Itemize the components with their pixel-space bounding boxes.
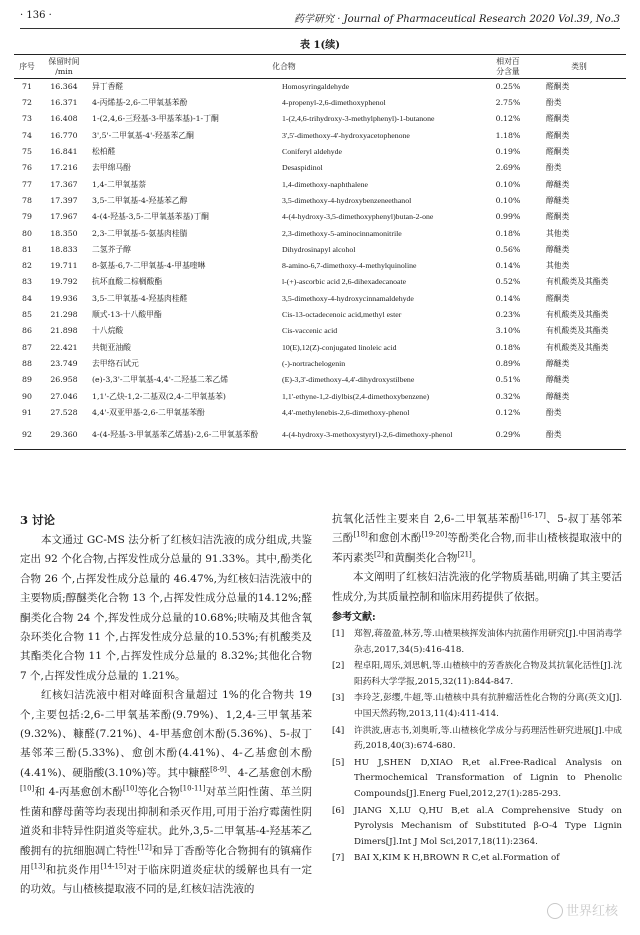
row-compound-en: 10(E),12(Z)-conjugated linoleic acid bbox=[282, 342, 397, 352]
table-row bbox=[14, 258, 626, 274]
table-row bbox=[14, 111, 626, 127]
row-pct: 0.25% bbox=[495, 82, 521, 92]
row-no: 72 bbox=[22, 98, 32, 108]
row-no: 82 bbox=[22, 261, 32, 271]
row-no: 74 bbox=[22, 130, 32, 140]
reference-number: [6] bbox=[332, 805, 345, 816]
row-no: 91 bbox=[22, 407, 32, 417]
row-compound-en: Cis-13-octadecenoic acid,methyl ester bbox=[282, 310, 402, 320]
row-no: 77 bbox=[22, 179, 32, 189]
reference-number: [4] bbox=[332, 725, 345, 736]
row-category: 醇醚类 bbox=[546, 244, 570, 254]
header-no: 序号 bbox=[19, 61, 35, 71]
row-category: 醛酮类 bbox=[546, 212, 570, 222]
reference-text: HU J,SHEN D,XIAO R,et al.Free-Radical Analysis on Thermochemical Transformation of Lignin to Phenolic Compounds[J].Energ Fuel,2012,27(1):285-293. bbox=[354, 757, 622, 799]
row-pct: 0.14% bbox=[495, 293, 521, 303]
row-compound-cn: 4,4'-双亚甲基-2,6-二甲氧基苯酚 bbox=[92, 407, 205, 417]
row-pct: 0.18% bbox=[495, 342, 521, 352]
row-compound-cn: 去甲络石试元 bbox=[92, 358, 139, 368]
row-time: 17.216 bbox=[50, 163, 78, 173]
citation: [18] bbox=[353, 530, 368, 539]
reference-text: 郑智,蒋盈盈,林芳,等.山楂果核挥发油体内抗菌作用研究[J].中国消毒学杂志,2017,34(5):416-418. bbox=[354, 629, 622, 655]
reference-number: [3] bbox=[332, 693, 345, 704]
row-compound-cn: 4-(4-羟基-3,5-二甲氧基苯基)丁酮 bbox=[92, 212, 209, 222]
table-row bbox=[14, 127, 626, 143]
journal-title: 药学研究 · Journal of Pharmaceutical Research 2020 Vol.39, No.3 bbox=[294, 14, 620, 25]
row-compound-en: 4-(4-hydroxy-3-methoxystyryl)-2,6-dimethoxy-phenol bbox=[282, 430, 453, 440]
row-compound-en: 1,1'-ethyne-1,2-diylbis(2,4-dimethoxybenzene) bbox=[282, 391, 430, 401]
row-time: 17.397 bbox=[50, 195, 78, 205]
row-time: 16.770 bbox=[50, 130, 78, 140]
row-category: 醛酮类 bbox=[546, 293, 570, 303]
text-segment: 和愈创木酚 bbox=[367, 532, 422, 545]
row-category: 醇醚类 bbox=[546, 375, 570, 385]
reference-number: [2] bbox=[332, 661, 345, 672]
citation: [16-17] bbox=[520, 511, 546, 520]
row-time: 16.364 bbox=[50, 82, 78, 92]
reference-text: 程卓阳,周乐,刘思帆,等.山楂核中的芳香族化合物及其抗氧化活性[J].沈阳药科大学学报,2015,32(11):844-847. bbox=[354, 661, 622, 687]
row-compound-cn: 共轭亚油酸 bbox=[92, 342, 131, 352]
row-pct: 0.23% bbox=[495, 310, 521, 320]
citation: [10] bbox=[20, 784, 35, 793]
row-category: 酚类 bbox=[546, 407, 562, 417]
reference-number: [7] bbox=[332, 853, 345, 864]
table-caption: 表 1(续) bbox=[300, 40, 340, 51]
row-compound-en: Dihydrosinapyl alcohol bbox=[282, 244, 356, 254]
row-compound-cn: 1-(2,4,6-三羟基-3-甲基苯基)-1-丁酮 bbox=[92, 114, 219, 124]
text-segment: 和 4-丙基愈创木酚 bbox=[34, 786, 123, 799]
text-segment: 等化合物 bbox=[137, 786, 180, 799]
row-no: 90 bbox=[22, 391, 32, 401]
row-pct: 2.75% bbox=[495, 98, 521, 108]
left-column bbox=[20, 510, 312, 900]
row-compound-en: 1,4-dimethoxy-naphthalene bbox=[282, 179, 368, 189]
row-category: 其他类 bbox=[546, 261, 570, 271]
watermark-text: 世界红核 bbox=[565, 903, 618, 919]
text-segment: 和黄酮类化合物 bbox=[383, 551, 458, 564]
row-pct: 0.56% bbox=[495, 244, 521, 254]
row-category: 醇醚类 bbox=[546, 195, 570, 205]
table-row bbox=[14, 421, 626, 450]
row-compound-cn: 松柏醛 bbox=[92, 147, 116, 157]
row-pct: 1.18% bbox=[495, 130, 521, 140]
discussion-paragraph-4: 本文阐明了红核妇洁洗液的化学物质基础,明确了其主要活性成分,为其质量控制和临床用药提供了依据。 bbox=[332, 571, 622, 603]
section-title: 3 讨论 bbox=[20, 513, 56, 527]
row-time: 19.711 bbox=[50, 261, 78, 271]
row-no: 78 bbox=[22, 195, 32, 205]
text-segment: 抗氧化活性主要来自 2,6-二甲氧基苯酚 bbox=[332, 513, 521, 525]
header-time-line2: /min bbox=[55, 66, 73, 76]
row-time: 27.528 bbox=[50, 407, 78, 417]
row-no: 81 bbox=[22, 244, 32, 254]
row-compound-en: (E)-3,3'-dimethoxy-4,4'-dihydroxystilbene bbox=[282, 375, 415, 385]
table-row bbox=[14, 323, 626, 339]
row-compound-en: Cis-vaccenic acid bbox=[282, 326, 338, 336]
row-no: 88 bbox=[22, 358, 32, 368]
reference-text: 李玲芝,彭缨,牛超,等.山楂核中具有抗肿瘤活性化合物的分离(英文)[J].中国天然药物,2013,11(4):411-414. bbox=[354, 693, 622, 719]
row-category: 醛酮类 bbox=[546, 114, 570, 124]
row-category: 醛酮类 bbox=[546, 130, 570, 140]
row-no: 92 bbox=[22, 430, 32, 440]
row-pct: 0.19% bbox=[495, 147, 521, 157]
row-compound-cn: 3',5'-二甲氧基-4'-羟基苯乙酮 bbox=[92, 130, 194, 140]
table-row bbox=[14, 290, 626, 306]
row-no: 76 bbox=[22, 163, 32, 173]
row-time: 27.046 bbox=[50, 391, 78, 401]
row-pct: 3.10% bbox=[495, 326, 521, 336]
table-row bbox=[14, 144, 626, 160]
header-category: 类别 bbox=[571, 61, 587, 71]
table-row bbox=[14, 79, 626, 95]
discussion-paragraph-1: 本文通过 GC-MS 法分析了红核妇洁洗液的成分组成,共鉴定出 92 个化合物,占挥发性成分总量的 91.33%。其中,酚类化合物 26 个,占挥发性成分总量的 46.47%,为红核妇洁洗液中的主要物质;醇醚类化合物 13 个,占挥发性成分总量的14.12%;醛酮类化合物 24 个,挥发性成分总量的10.68%;呋喃及其他含氧杂环类化合物 11 个,占挥发性成分总量的10.53%;有机酸类及其酯类化合物 11 个,占挥发性成分总量的 8.32%;其他化合物 7 个,占挥发性成分总量的 1.21%。 bbox=[20, 534, 312, 682]
citation: [12] bbox=[137, 843, 152, 851]
table-header-row bbox=[14, 55, 626, 79]
discussion-paragraph-2 bbox=[20, 686, 312, 899]
citation: [21] bbox=[457, 550, 472, 559]
citation: [8-9] bbox=[210, 765, 227, 774]
reference-item bbox=[332, 851, 622, 867]
table-row bbox=[14, 176, 626, 192]
row-compound-cn: (e)-3,3'-二甲氧基-4,4'-二羟基二苯乙烯 bbox=[92, 375, 229, 385]
citation: [19-20] bbox=[421, 530, 448, 539]
row-no: 86 bbox=[22, 326, 32, 336]
header-compound: 化合物 bbox=[272, 61, 296, 71]
row-compound-cn: 抗坏血酸二棕榈酸酯 bbox=[92, 277, 163, 287]
row-time: 21.898 bbox=[50, 326, 78, 336]
row-no: 71 bbox=[22, 82, 32, 92]
citation: [10-11] bbox=[179, 784, 206, 793]
text-segment: 等酚类化合物,而非山楂核提取液中的苯丙素类 bbox=[332, 532, 623, 564]
reference-text: 许洪波,唐志书,刘奥昕,等.山楂核化学成分与药理活性研究进展[J].中成药,2018,40(3):674-680. bbox=[354, 725, 622, 752]
row-compound-en: 4-(4-hydroxy-3,5-dimethoxyphenyl)butan-2-one bbox=[282, 212, 434, 222]
row-no: 75 bbox=[22, 147, 32, 157]
reference-item bbox=[332, 691, 622, 722]
page-number: · 136 · bbox=[20, 10, 52, 21]
row-compound-cn: 4-(4-羟基-3-甲氧基苯乙烯基)-2,6-二甲氧基苯酚 bbox=[92, 430, 259, 440]
table-row bbox=[14, 339, 626, 355]
table-row bbox=[14, 193, 626, 209]
row-compound-en: 4,4'-methylenebis-2,6-dimethoxy-phenol bbox=[282, 407, 410, 417]
row-compound-cn: 1,4-二甲氧基萘 bbox=[92, 179, 147, 189]
table-row bbox=[14, 241, 626, 257]
row-compound-en: 8-amino-6,7-dimethoxy-4-methylquinoline bbox=[282, 261, 417, 271]
row-compound-en: 3',5'-dimethoxy-4'-hydroxyacetophenone bbox=[282, 130, 410, 140]
row-compound-en: 1-(2,4,6-trihydroxy-3-methylphenyl)-1-butanone bbox=[282, 114, 435, 124]
row-pct: 0.51% bbox=[495, 375, 521, 385]
reference-item bbox=[332, 659, 622, 690]
row-compound-en: l-(+)-ascorbic acid 2,6-dihexadecanoate bbox=[282, 277, 407, 287]
row-pct: 0.14% bbox=[495, 261, 521, 271]
row-compound-en: 2,3-dimethoxy-5-aminocinnamonitrile bbox=[282, 228, 402, 238]
row-category: 醇醚类 bbox=[546, 391, 570, 401]
row-no: 73 bbox=[22, 114, 32, 124]
table-row bbox=[14, 388, 626, 404]
header-pct bbox=[484, 55, 532, 79]
text-segment: 、4-乙基愈创木酚 bbox=[226, 766, 312, 779]
text-segment: 。 bbox=[471, 551, 483, 564]
row-compound-cn: 1,1'-乙炔-1,2-二基双(2,4-二甲氧基苯) bbox=[92, 391, 226, 401]
row-time: 21.298 bbox=[50, 310, 78, 320]
row-no: 84 bbox=[22, 293, 32, 303]
row-compound-en: Homosyringaldehyde bbox=[282, 82, 350, 92]
text-segment: 对于临床阴道炎症状的缓解也具有一定的功效。与山楂核提取液不同的是,红核妇洁洗液的 bbox=[20, 863, 313, 896]
row-time: 17.967 bbox=[50, 212, 78, 222]
row-time: 18.833 bbox=[50, 244, 78, 254]
row-pct: 0.89% bbox=[495, 358, 521, 368]
row-time: 29.360 bbox=[50, 430, 78, 440]
row-compound-cn: 8-氨基-6,7-二甲氧基-4-甲基喹啉 bbox=[92, 261, 206, 271]
page-header bbox=[20, 10, 620, 28]
table-row bbox=[14, 95, 626, 111]
row-compound-cn: 3,5-二甲氧基-4-羟基苯乙醇 bbox=[92, 195, 188, 205]
row-compound-cn: 去甲绵马酚 bbox=[92, 163, 131, 173]
row-no: 87 bbox=[22, 342, 32, 352]
row-category: 其他类 bbox=[546, 228, 570, 238]
citation: [10] bbox=[122, 784, 138, 793]
row-time: 26.958 bbox=[50, 375, 78, 385]
citation: [13] bbox=[30, 862, 46, 871]
row-time: 19.936 bbox=[50, 293, 78, 303]
reference-number: [1] bbox=[332, 629, 345, 640]
row-category: 醛酮类 bbox=[546, 147, 570, 157]
row-category: 有机酸类及其酯类 bbox=[546, 342, 609, 352]
row-time: 17.367 bbox=[50, 179, 78, 189]
row-compound-cn: 异丁香醛 bbox=[92, 82, 124, 92]
row-pct: 0.10% bbox=[495, 195, 521, 205]
citation: [2] bbox=[374, 550, 384, 559]
reference-text: BAI X,KIM K H,BROWN R C,et al.Formation of bbox=[354, 853, 560, 864]
text-segment: 和异丁香酚等化合物拥有的镇痛作用 bbox=[20, 844, 313, 876]
row-no: 89 bbox=[22, 375, 32, 385]
text-segment: 和抗炎作用 bbox=[45, 863, 101, 876]
row-no: 80 bbox=[22, 228, 32, 238]
header-time-line1: 保留时间 bbox=[48, 56, 80, 66]
row-category: 有机酸类及其酯类 bbox=[546, 310, 609, 320]
row-compound-en: 3,5-dimethoxy-4-hydroxycinnamaldehyde bbox=[282, 293, 414, 303]
row-pct: 0.18% bbox=[495, 228, 521, 238]
row-time: 18.350 bbox=[50, 228, 78, 238]
table-row bbox=[14, 356, 626, 372]
row-category: 酚类 bbox=[546, 430, 562, 440]
row-category: 酚类 bbox=[546, 98, 562, 108]
row-pct: 0.29% bbox=[495, 430, 521, 440]
row-time: 22.421 bbox=[50, 342, 78, 352]
row-compound-cn: 二氢芥子醇 bbox=[92, 244, 131, 254]
watermark bbox=[547, 900, 618, 920]
header-divider bbox=[20, 28, 620, 29]
text-segment: 对革兰阳性菌、革兰阴性菌和酵母菌等均表现出抑制和杀灭作用,可用于治疗霉菌性阴道炎和非特异性阴道炎等症状。此外,3,5-二甲氧基-4-羟基苯乙酸拥有的抗细胞凋亡特性 bbox=[20, 786, 312, 857]
row-compound-en: (-)-nortrachelogenin bbox=[282, 358, 346, 368]
row-category: 有机酸类及其酯类 bbox=[546, 277, 609, 287]
right-column bbox=[332, 510, 622, 868]
compound-table bbox=[14, 54, 626, 450]
reference-number: [5] bbox=[332, 757, 345, 768]
reference-item bbox=[332, 804, 622, 851]
table-row bbox=[14, 225, 626, 241]
table-row bbox=[14, 160, 626, 176]
header-pct-line2: 分含量 bbox=[496, 66, 520, 76]
row-compound-cn: 3,5-二甲氧基-4-羟基肉桂醛 bbox=[92, 293, 188, 303]
row-time: 19.792 bbox=[50, 277, 78, 287]
row-pct: 2.69% bbox=[495, 163, 521, 173]
row-time: 16.408 bbox=[50, 114, 78, 124]
row-compound-en: Coniferyl aldehyde bbox=[282, 147, 342, 157]
row-category: 醇醚类 bbox=[546, 179, 570, 189]
row-pct: 0.52% bbox=[495, 277, 521, 287]
discussion-paragraph-3 bbox=[332, 510, 622, 568]
row-pct: 0.12% bbox=[495, 114, 521, 124]
row-pct: 0.99% bbox=[495, 212, 521, 222]
row-pct: 0.32% bbox=[495, 391, 521, 401]
row-compound-en: Desaspidinol bbox=[282, 163, 323, 173]
row-compound-en: 4-propenyl-2,6-dimethoxyphenol bbox=[282, 98, 386, 108]
row-pct: 0.10% bbox=[495, 179, 521, 189]
row-no: 83 bbox=[22, 277, 32, 287]
citation: [14-15] bbox=[100, 862, 127, 871]
table-row bbox=[14, 372, 626, 388]
row-time: 16.841 bbox=[50, 147, 78, 157]
table-body bbox=[14, 79, 626, 450]
row-compound-en: 3,5-dimethoxy-4-hydroxybenzeneethanol bbox=[282, 195, 412, 205]
row-no: 79 bbox=[22, 212, 32, 222]
row-compound-cn: 十八烷酸 bbox=[92, 326, 124, 336]
reference-list bbox=[332, 627, 622, 867]
reference-text: JIANG X,LU Q,HU B,et al.A Comprehensive Study on Pyrolysis Mechanism of Substituted β-O-4 Type Lignin Dimers[J].Int J Mol Sci,2017,18(11):2364. bbox=[354, 805, 622, 847]
row-time: 23.749 bbox=[50, 358, 78, 368]
table-row bbox=[14, 307, 626, 323]
row-compound-cn: 2,3-二甲氧基-5-氨基肉桂腈 bbox=[92, 228, 188, 238]
text-segment: 红核妇洁洗液中相对峰面积含量超过 1%的化合物共 19 个,主要包括:2,6-二甲氧基苯酚(9.79%)、1,2,4-三甲氧基苯(9.32%)、糠醛(7.21%)、4-甲基愈创木酚(5.36%)、5-叔丁基邻苯三酚(5.33%)、愈创木酚(4.41%)、4-乙基愈创木酚(4.41%)、硬脂酸(3.10%)等。其中糠醛 bbox=[20, 689, 312, 779]
header-pct-line1: 相对百 bbox=[496, 56, 520, 66]
row-category: 酚类 bbox=[546, 163, 562, 173]
references-title: 参考文献: bbox=[332, 612, 376, 624]
row-no: 85 bbox=[22, 310, 32, 320]
row-compound-cn: 顺式-13-十八酸甲酯 bbox=[92, 310, 162, 320]
row-compound-cn: 4-丙烯基-2,6-二甲氧基苯酚 bbox=[92, 98, 188, 108]
text-segment: 、5-叔丁基邻苯三酚 bbox=[332, 513, 622, 545]
table-row bbox=[14, 274, 626, 290]
header-time bbox=[40, 55, 84, 79]
row-category: 有机酸类及其酯类 bbox=[546, 326, 609, 336]
watermark-logo-icon bbox=[547, 903, 563, 919]
table-row bbox=[14, 404, 626, 420]
reference-item bbox=[332, 627, 622, 658]
reference-item bbox=[332, 756, 622, 803]
row-category: 醇醚类 bbox=[546, 358, 570, 368]
reference-item bbox=[332, 724, 622, 755]
row-time: 16.371 bbox=[50, 98, 78, 108]
row-pct: 0.12% bbox=[495, 407, 521, 417]
row-category: 醛酮类 bbox=[546, 82, 570, 92]
table-row bbox=[14, 209, 626, 225]
